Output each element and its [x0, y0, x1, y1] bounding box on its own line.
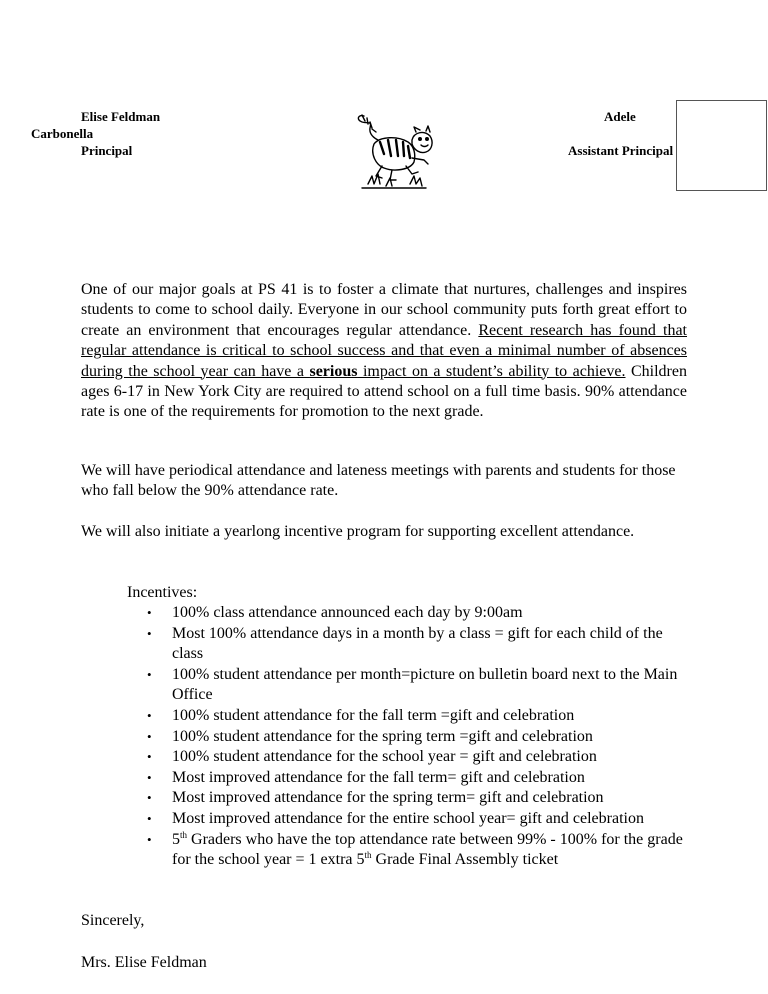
intro-text: One of our major goals at PS 41 is to foster a climate that nurtures, challenges and inspires students to come to school daily. Everyone in our school community puts forth great effort to create an environment that encourages regular attendance.: [81, 281, 687, 339]
ordinal-suffix: th: [180, 829, 188, 840]
incentive-item: • 100% student attendance for the spring term =gift and celebration: [172, 727, 692, 748]
incentive-item: • Most improved attendance for the spring term= gift and celebration: [172, 788, 692, 809]
meetings-paragraph: We will have periodical attendance and lateness meetings with parents and students for those who fall below the 90% attendance rate.: [81, 462, 676, 500]
incentive-item: • Most improved attendance for the fall term= gift and celebration: [172, 768, 692, 789]
ordinal-suffix: th: [364, 850, 372, 861]
serious-emphasis: serious: [309, 362, 358, 380]
research-underlined-text-end: impact on a student’s ability to achieve.: [357, 362, 626, 380]
incentive-item: • 100% student attendance for the fall term =gift and celebration: [172, 706, 692, 727]
incentive-item: • Most improved attendance for the entire school year= gift and celebration: [172, 809, 692, 830]
incentive-item: • 100% student attendance for the school year = gift and celebration: [172, 747, 692, 768]
incentive-item: • Most 100% attendance days in a month by a class = gift for each child of the class: [172, 624, 692, 665]
photo-placeholder-box: [676, 100, 767, 191]
closing-salutation: Sincerely,: [81, 912, 145, 929]
incentive-item-fifth-graders: [172, 830, 692, 871]
tiger-mascot-icon: [350, 110, 438, 192]
incentive-item: • 100% class attendance announced each day by 9:00am: [172, 603, 692, 624]
signature-name: Mrs. Elise Feldman: [81, 954, 207, 971]
principal-title: Principal: [81, 143, 133, 158]
research-underlined-text: Recent research has found that regular attendance is critical to school success and that even a minimal number of absences during the school year can have a: [81, 321, 688, 380]
assistant-principal-first-name: Adele: [604, 109, 636, 124]
incentive-program-paragraph: We will also initiate a yearlong incentive program for supporting excellent attendance.: [81, 523, 635, 540]
intro-paragraph: [81, 280, 687, 423]
requirements-text: Children ages 6-17 in New York City are required to attend school on a full time basis. 90% attendance rate is one of the requirements for promotion to the next grade.: [81, 362, 687, 421]
incentives-list: [172, 603, 692, 871]
assistant-principal-title: Assistant Principal: [568, 143, 674, 158]
fifth-graders-text: Graders who have the top attendance rate between 99% - 100% for the grade for the school year = 1 extra 5: [172, 830, 683, 869]
assistant-principal-last-name: Carbonella: [31, 126, 94, 141]
incentives-heading: Incentives:: [127, 584, 198, 601]
fifth-graders-text-end: Grade Final Assembly ticket: [371, 851, 559, 869]
grade-number: 5: [172, 830, 180, 848]
incentive-item: • 100% student attendance per month=picture on bulletin board next to the Main Office: [172, 665, 692, 706]
principal-name: Elise Feldman: [81, 109, 161, 124]
